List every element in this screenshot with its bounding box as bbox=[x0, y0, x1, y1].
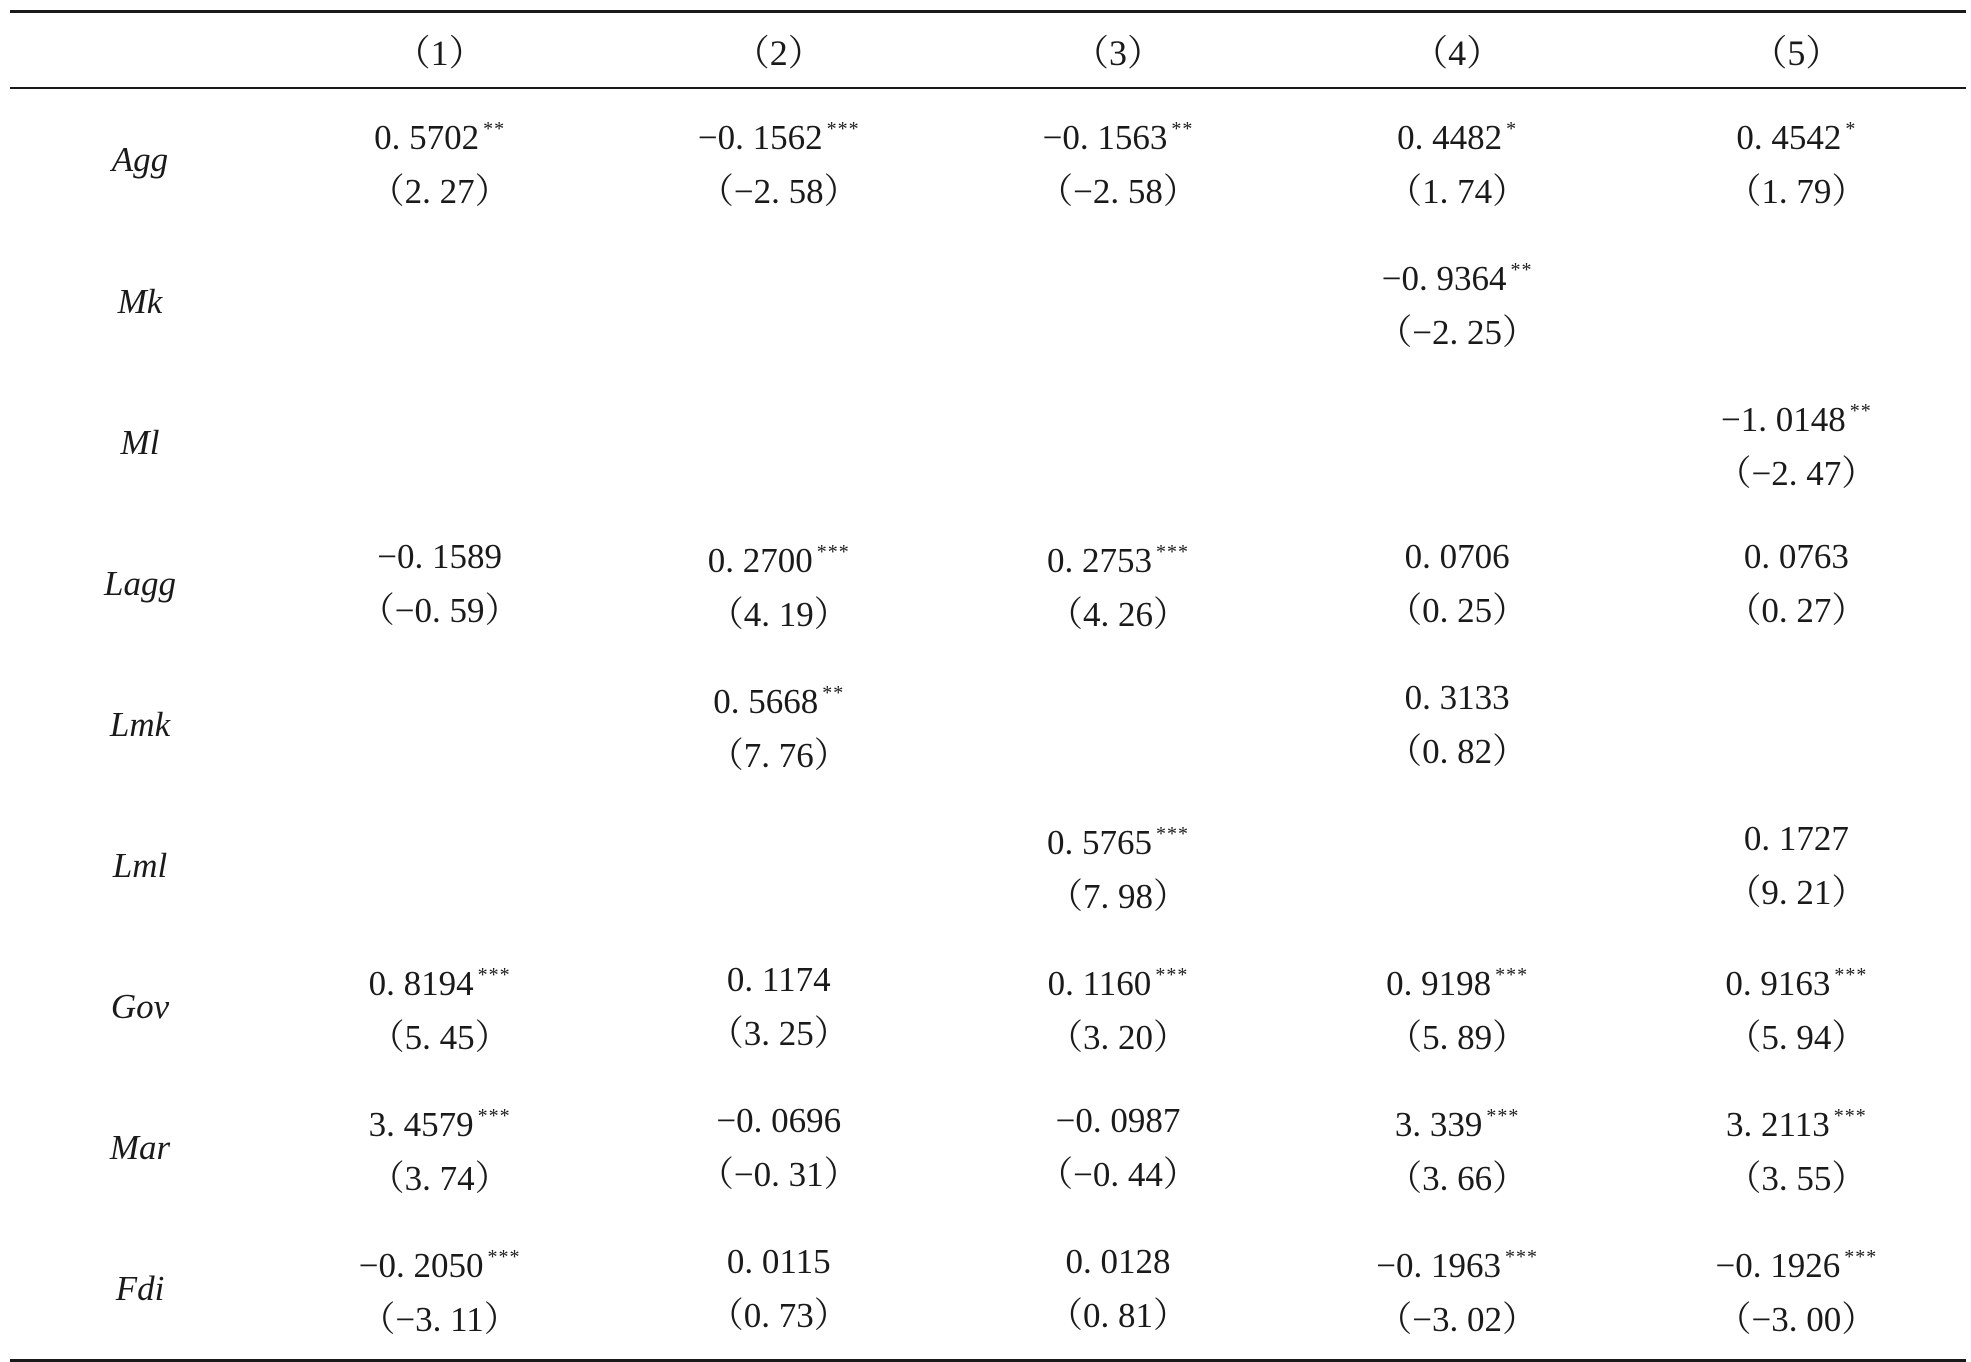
t-statistic: （−2. 25） bbox=[1377, 313, 1538, 352]
t-statistic: （5. 45） bbox=[369, 1018, 510, 1057]
significance-stars: *** bbox=[487, 1246, 521, 1268]
table-row bbox=[10, 936, 1966, 1077]
coefficient: −0. 1926 bbox=[1715, 1246, 1841, 1285]
column-header: （3） bbox=[1072, 32, 1163, 73]
estimate bbox=[1038, 102, 1198, 219]
coefficient-line bbox=[1726, 530, 1866, 584]
t-statistic: （0. 82） bbox=[1387, 731, 1528, 771]
coefficient-line bbox=[699, 1094, 859, 1148]
t-statistic: （3. 20） bbox=[1047, 1018, 1188, 1057]
coefficient: −0. 0987 bbox=[1055, 1100, 1181, 1140]
coefficient: 0. 8194 bbox=[368, 964, 474, 1003]
estimate bbox=[1387, 102, 1527, 219]
coefficient: 0. 1174 bbox=[726, 959, 831, 999]
estimate bbox=[1726, 812, 1866, 920]
data-cell bbox=[270, 1218, 609, 1359]
estimate bbox=[370, 102, 510, 219]
data-cell bbox=[948, 1218, 1287, 1359]
t-statistic: （−0. 59） bbox=[359, 590, 520, 630]
data-cell bbox=[609, 654, 948, 795]
coefficient: 0. 0115 bbox=[726, 1241, 831, 1281]
significance-stars: ** bbox=[1849, 400, 1872, 422]
data-cell bbox=[1627, 795, 1966, 936]
estimate bbox=[1377, 243, 1537, 360]
coefficient-line bbox=[698, 102, 860, 165]
coefficient-line bbox=[1726, 1089, 1867, 1152]
t-statistic: （3. 74） bbox=[369, 1159, 510, 1198]
data-cell bbox=[270, 372, 609, 513]
coefficient-line bbox=[1386, 948, 1528, 1011]
significance-stars: ** bbox=[483, 117, 506, 140]
significance-stars: *** bbox=[816, 541, 850, 563]
t-statistic: （7. 98） bbox=[1047, 877, 1188, 916]
coefficient-line bbox=[369, 948, 511, 1011]
data-cell bbox=[1627, 1218, 1966, 1359]
t-statistic: （3. 66） bbox=[1387, 1159, 1528, 1198]
header-row bbox=[10, 13, 1966, 87]
coefficient: 0. 2700 bbox=[707, 541, 813, 580]
regression-table bbox=[10, 10, 1966, 1362]
coefficient: 0. 5765 bbox=[1046, 823, 1152, 862]
t-statistic: （0. 73） bbox=[708, 1295, 849, 1335]
coefficient-line bbox=[1047, 807, 1189, 870]
coefficient: 3. 4579 bbox=[368, 1105, 474, 1144]
estimate bbox=[709, 953, 849, 1061]
t-statistic: （−2. 47） bbox=[1716, 454, 1877, 493]
estimate bbox=[1726, 530, 1866, 638]
t-statistic: （−2. 58） bbox=[698, 171, 859, 211]
significance-stars: *** bbox=[1834, 964, 1868, 986]
significance-stars: *** bbox=[1486, 1105, 1520, 1127]
coefficient-line bbox=[1387, 102, 1527, 165]
coefficient: 0. 4482 bbox=[1397, 117, 1503, 157]
significance-stars: *** bbox=[477, 1105, 511, 1127]
significance-stars: *** bbox=[826, 117, 860, 140]
t-statistic: （−3. 02） bbox=[1377, 1300, 1538, 1339]
estimate bbox=[359, 1230, 521, 1347]
coefficient-line bbox=[369, 1089, 511, 1152]
data-cell bbox=[1627, 513, 1966, 654]
data-cell bbox=[1627, 936, 1966, 1077]
column-header: （1） bbox=[394, 32, 485, 73]
row-label: Lagg bbox=[104, 563, 176, 603]
t-statistic: （−3. 11） bbox=[360, 1300, 519, 1339]
row-label: Gov bbox=[110, 986, 170, 1026]
t-statistic: （−0. 31） bbox=[698, 1154, 859, 1194]
data-cell bbox=[1288, 654, 1627, 795]
data-cell bbox=[1627, 231, 1966, 372]
coefficient-line bbox=[709, 1235, 849, 1289]
estimate bbox=[709, 1235, 849, 1343]
results-table bbox=[10, 13, 1966, 87]
estimate bbox=[1048, 1235, 1188, 1343]
estimate bbox=[369, 1089, 511, 1206]
data-cell bbox=[948, 89, 1287, 231]
results-table-body bbox=[10, 89, 1966, 1359]
estimate bbox=[1387, 671, 1527, 779]
coefficient-line bbox=[1387, 1089, 1527, 1152]
data-cell bbox=[948, 372, 1287, 513]
data-cell bbox=[1627, 89, 1966, 231]
data-cell bbox=[1288, 372, 1627, 513]
significance-stars: *** bbox=[1155, 541, 1189, 563]
coefficient: −0. 1563 bbox=[1042, 117, 1168, 157]
t-statistic: （5. 89） bbox=[1387, 1018, 1528, 1057]
data-cell bbox=[1288, 231, 1627, 372]
significance-stars: ** bbox=[1510, 259, 1533, 281]
coefficient: −0. 1589 bbox=[377, 536, 502, 576]
coefficient-line bbox=[1725, 948, 1867, 1011]
estimate bbox=[1726, 1089, 1867, 1206]
coefficient-line bbox=[1387, 530, 1527, 584]
coefficient: 0. 2753 bbox=[1046, 541, 1152, 580]
t-statistic: （−2. 58） bbox=[1038, 171, 1198, 211]
t-statistic: （1. 74） bbox=[1387, 171, 1528, 211]
coefficient-line bbox=[370, 102, 510, 165]
significance-stars: ** bbox=[1171, 117, 1194, 140]
significance-stars: *** bbox=[1505, 1246, 1539, 1268]
t-statistic: （0. 81） bbox=[1047, 1295, 1188, 1335]
data-cell bbox=[948, 231, 1287, 372]
data-cell bbox=[270, 936, 609, 1077]
table-row bbox=[10, 1218, 1966, 1359]
estimate bbox=[1047, 525, 1189, 642]
coefficient: 0. 1160 bbox=[1047, 964, 1152, 1003]
coefficient-line bbox=[709, 666, 849, 729]
data-cell bbox=[1288, 513, 1627, 654]
data-cell bbox=[1627, 654, 1966, 795]
coefficient: −0. 0696 bbox=[716, 1100, 842, 1140]
coefficient: 0. 3133 bbox=[1404, 677, 1510, 717]
data-cell bbox=[948, 795, 1287, 936]
significance-stars: *** bbox=[1833, 1105, 1867, 1127]
column-header: （5） bbox=[1751, 32, 1842, 73]
row-label: Lmk bbox=[109, 704, 171, 744]
coefficient-line bbox=[1047, 525, 1189, 588]
coefficient: −0. 9364 bbox=[1381, 259, 1507, 298]
row-label: Mk bbox=[117, 281, 163, 321]
row-label: Ml bbox=[120, 422, 160, 462]
table-row bbox=[10, 1077, 1966, 1218]
coefficient: 0. 9198 bbox=[1386, 964, 1492, 1003]
data-cell bbox=[609, 513, 948, 654]
significance-stars: * bbox=[1506, 117, 1518, 140]
row-label: Fdi bbox=[115, 1268, 165, 1308]
coefficient: 0. 5668 bbox=[713, 682, 819, 721]
coefficient-line bbox=[1048, 1235, 1188, 1289]
coefficient: 3. 2113 bbox=[1726, 1105, 1830, 1144]
data-cell bbox=[270, 795, 609, 936]
significance-stars: *** bbox=[477, 964, 511, 986]
estimate bbox=[699, 1094, 859, 1202]
significance-stars: *** bbox=[1844, 1246, 1878, 1268]
row-label: Agg bbox=[111, 140, 169, 179]
estimate bbox=[1387, 530, 1527, 638]
estimate bbox=[1725, 948, 1867, 1065]
estimate bbox=[1048, 948, 1189, 1065]
t-statistic: （9. 21） bbox=[1726, 872, 1867, 912]
table-row bbox=[10, 654, 1966, 795]
data-cell bbox=[1627, 372, 1966, 513]
coefficient: 0. 0128 bbox=[1065, 1241, 1171, 1281]
t-statistic: （5. 94） bbox=[1726, 1018, 1867, 1057]
coefficient-line bbox=[1048, 948, 1189, 1011]
estimate bbox=[708, 525, 850, 642]
data-cell bbox=[948, 1077, 1287, 1218]
row-label: Mar bbox=[109, 1127, 171, 1167]
data-cell bbox=[270, 1077, 609, 1218]
t-statistic: （4. 26） bbox=[1047, 595, 1188, 634]
table-row bbox=[10, 513, 1966, 654]
coefficient-line bbox=[359, 1230, 521, 1293]
column-header: （4） bbox=[1412, 32, 1503, 73]
t-statistic: （2. 27） bbox=[369, 171, 510, 211]
t-statistic: （7. 76） bbox=[708, 736, 849, 775]
data-cell bbox=[270, 654, 609, 795]
data-cell bbox=[609, 1077, 948, 1218]
coefficient: 3. 339 bbox=[1394, 1105, 1483, 1144]
coefficient-line bbox=[708, 525, 850, 588]
data-cell bbox=[609, 231, 948, 372]
coefficient: 0. 9163 bbox=[1725, 964, 1831, 1003]
estimate bbox=[1047, 807, 1189, 924]
coefficient-line bbox=[360, 530, 520, 584]
table-row bbox=[10, 89, 1966, 231]
coefficient: 0. 0706 bbox=[1404, 536, 1510, 576]
coefficient: −0. 1562 bbox=[697, 117, 823, 157]
header-empty-cell bbox=[10, 13, 270, 87]
data-cell bbox=[609, 372, 948, 513]
estimate bbox=[1376, 1230, 1538, 1347]
coefficient: −0. 2050 bbox=[358, 1246, 484, 1285]
estimate bbox=[1387, 1089, 1527, 1206]
significance-stars: *** bbox=[1155, 823, 1189, 845]
coefficient-line bbox=[1716, 1230, 1878, 1293]
significance-stars: ** bbox=[822, 682, 845, 704]
data-cell bbox=[948, 654, 1287, 795]
t-statistic: （0. 25） bbox=[1387, 590, 1528, 630]
estimate bbox=[1726, 102, 1866, 219]
data-cell bbox=[270, 513, 609, 654]
table-row bbox=[10, 231, 1966, 372]
data-cell bbox=[1288, 936, 1627, 1077]
coefficient: 0. 0763 bbox=[1743, 536, 1849, 576]
column-header: （2） bbox=[733, 32, 824, 73]
row-label: Lml bbox=[112, 845, 168, 885]
t-statistic: （4. 19） bbox=[708, 595, 849, 634]
coefficient-line bbox=[1376, 1230, 1538, 1293]
coefficient-line bbox=[1717, 384, 1877, 447]
data-cell bbox=[609, 1218, 948, 1359]
coefficient-line bbox=[1038, 102, 1198, 165]
significance-stars: *** bbox=[1495, 964, 1529, 986]
data-cell bbox=[1288, 795, 1627, 936]
coefficient: 0. 1727 bbox=[1743, 818, 1849, 858]
t-statistic: （−0. 44） bbox=[1038, 1154, 1198, 1194]
coefficient: −1. 0148 bbox=[1721, 400, 1846, 439]
data-cell bbox=[270, 89, 609, 231]
t-statistic: （0. 27） bbox=[1726, 590, 1867, 630]
coefficient-line bbox=[1726, 102, 1866, 165]
data-cell bbox=[948, 513, 1287, 654]
significance-stars: * bbox=[1845, 117, 1857, 140]
coefficient-line bbox=[1387, 671, 1527, 725]
data-cell bbox=[1288, 89, 1627, 231]
estimate bbox=[1717, 384, 1877, 501]
t-statistic: （−3. 00） bbox=[1716, 1300, 1877, 1339]
data-cell bbox=[609, 936, 948, 1077]
estimate bbox=[709, 666, 849, 783]
coefficient: −0. 1963 bbox=[1376, 1246, 1502, 1285]
data-cell bbox=[1627, 1077, 1966, 1218]
coefficient-line bbox=[1726, 812, 1866, 866]
t-statistic: （1. 79） bbox=[1726, 171, 1867, 211]
data-cell bbox=[609, 795, 948, 936]
data-cell bbox=[270, 231, 609, 372]
estimate bbox=[1386, 948, 1528, 1065]
data-cell bbox=[609, 89, 948, 231]
estimate bbox=[698, 102, 860, 219]
coefficient-line bbox=[709, 953, 849, 1007]
estimate bbox=[369, 948, 511, 1065]
estimate bbox=[360, 530, 520, 638]
data-cell bbox=[1288, 1077, 1627, 1218]
t-statistic: （3. 25） bbox=[708, 1013, 849, 1053]
coefficient: 0. 4542 bbox=[1736, 117, 1842, 157]
t-statistic: （3. 55） bbox=[1726, 1159, 1867, 1198]
estimate bbox=[1038, 1094, 1198, 1202]
coefficient-line bbox=[1038, 1094, 1198, 1148]
coefficient-line bbox=[1377, 243, 1537, 306]
data-cell bbox=[1288, 1218, 1627, 1359]
estimate bbox=[1716, 1230, 1878, 1347]
table-row bbox=[10, 372, 1966, 513]
coefficient: 0. 5702 bbox=[374, 117, 480, 157]
table-row bbox=[10, 795, 1966, 936]
significance-stars: *** bbox=[1155, 964, 1189, 986]
data-cell bbox=[948, 936, 1287, 1077]
